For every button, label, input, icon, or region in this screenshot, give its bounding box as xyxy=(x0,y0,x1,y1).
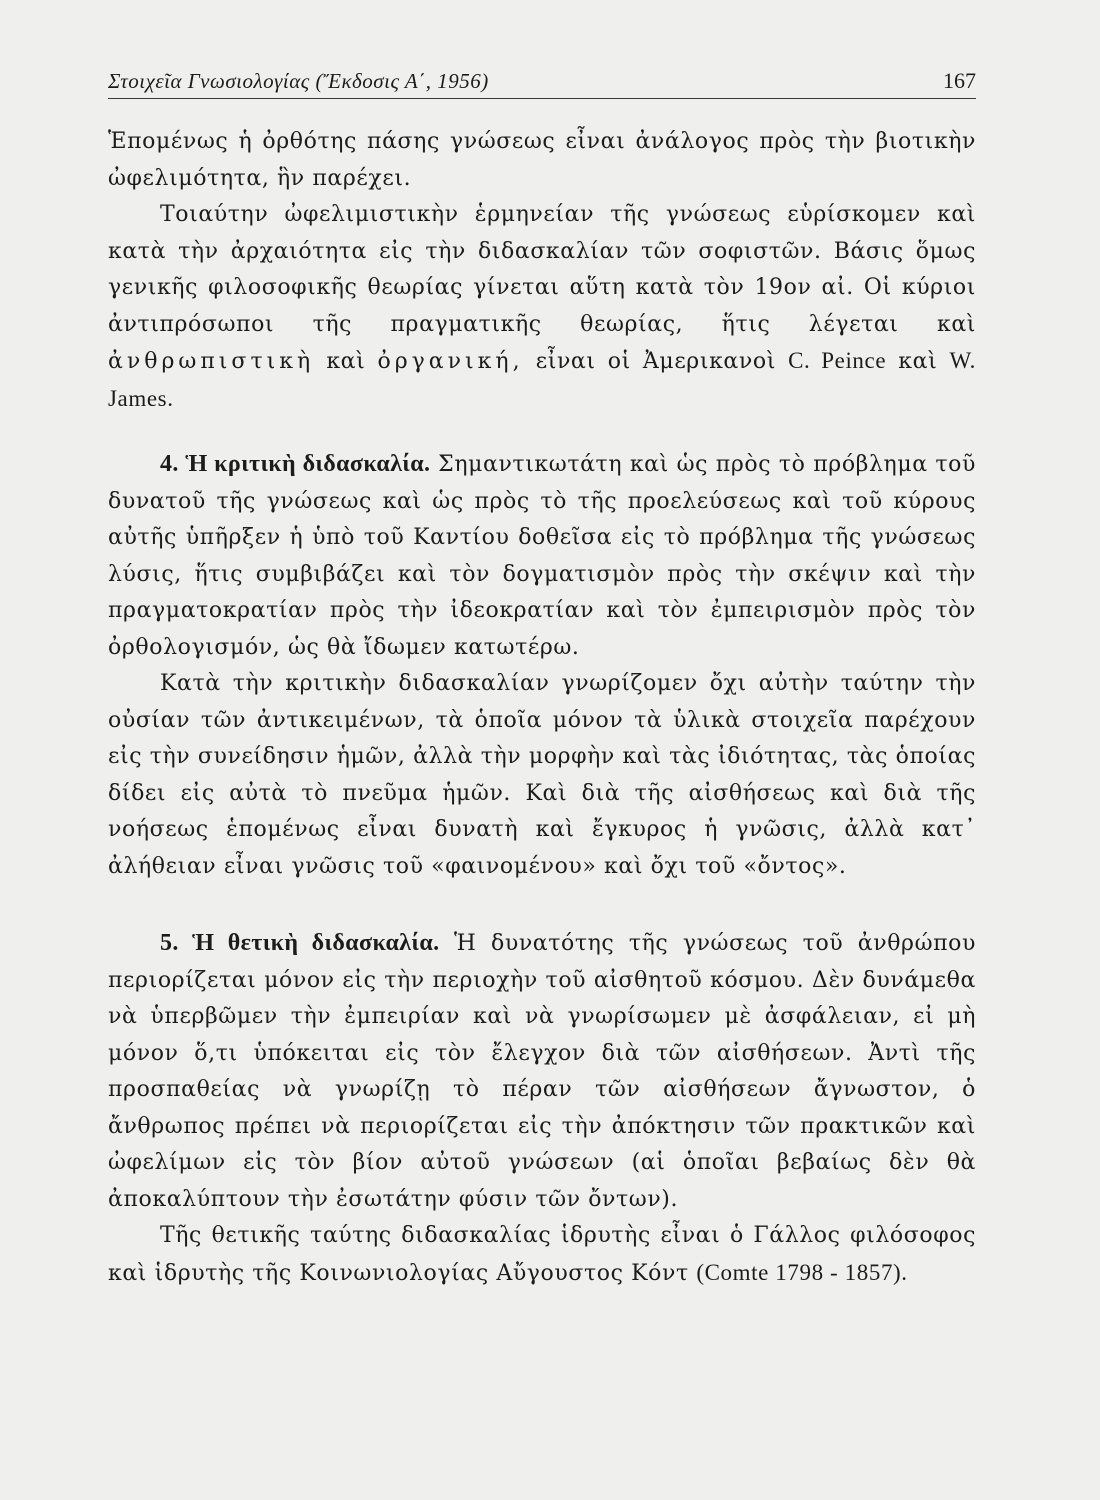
section-4-paragraph xyxy=(108,446,976,666)
term-organiki: ὀργανική, xyxy=(377,349,524,374)
name-james: W. James. xyxy=(108,348,977,411)
name-peince: C. Peince xyxy=(788,348,887,373)
section-5-heading: 5. Ἡ θετικὴ διδασκαλία. xyxy=(160,930,440,956)
section-4-heading: 4. Ἡ κριτικὴ διδασκαλία. xyxy=(160,451,431,477)
page-number: 167 xyxy=(943,68,976,93)
section-5-paragraph xyxy=(108,925,976,1218)
paragraph-2-text-a: Τοιαύτην ὠφελιμιστικὴν ἑρμηνείαν τῆς γνώσεως εὑρίσκομεν καὶ κατὰ τὴν ἀρχαιότητα εἰς τὴν διδασκαλίαν τῶν σοφιστῶν. Βάσις ὅμως γενικῆς φιλοσοφικῆς θεωρίας γίνεται αὕτη κατὰ τὸν 19ον αἰ. Οἱ κύριοι ἀντιπρόσωποι τῆς πραγματικῆς θεωρίας, ἥτις λέγεται καὶ xyxy=(108,202,976,337)
paragraph-2-text-d: καὶ xyxy=(886,349,950,374)
paragraph-2 xyxy=(108,197,976,418)
comte-dates: (Comte 1798 - 1857). xyxy=(696,1259,908,1285)
term-anthropistiki: ἀνθρωπιστικὴ xyxy=(108,349,315,374)
paragraph-6 xyxy=(108,1218,976,1292)
page-body xyxy=(108,124,976,1292)
section-4-text: Σημαντικωτάτη καὶ ὡς πρὸς τὸ πρόβλημα τοῦ δυνατοῦ τῆς γνώσεως καὶ ὡς πρὸς τὸ τῆς προελεύσεως καὶ τοῦ κύρους αὐτῆς ὑπῆρξεν ἡ ὑπὸ τοῦ Καντίου δοθεῖσα εἰς τὸ πρόβλημα τῆς γνώσεως λύσις, ἥτις συμβιβάζει καὶ τὸν δογματισμὸν πρὸς τὴν σκέψιν καὶ τὴν πραγματοκρατίαν πρὸς τὴν ἰδεοκρατίαν καὶ τὸν ἐμπειρισμὸν πρὸς τὸν ὀρθολογισμόν, ὡς θὰ ἴδωμεν κατωτέρω. xyxy=(108,452,976,660)
paragraph-2-text-c: εἶναι οἱ Ἀμερικανοὶ xyxy=(523,349,789,374)
paragraph-6-text: Τῆς θετικῆς ταύτης διδασκαλίας ἱδρυτὴς εἶναι ὁ Γάλλος φιλόσοφος καὶ ἱδρυτὴς τῆς Κοινωνιολογίας Αὔγουστος Κόντ xyxy=(108,1223,976,1286)
paragraph-2-text-b: καὶ xyxy=(314,349,378,374)
paragraph-1: Ἑπομένως ἡ ὀρθότης πάσης γνώσεως εἶναι ἀνάλογος πρὸς τὴν βιοτικὴν ὠφελιμότητα, ἣν παρέχει. xyxy=(108,129,976,191)
section-5-text: Ἡ δυνατότης τῆς γνώσεως τοῦ ἀνθρώπου περιορίζεται μόνον εἰς τὴν περιοχὴν τοῦ αἰσθητοῦ κόσμου. Δὲν δυνάμεθα νὰ ὑπερβῶμεν τὴν ἐμπειρίαν καὶ νὰ γνωρίσωμεν μὲ ἀσφάλειαν, εἰ μὴ μόνον ὅ,τι ὑπόκειται εἰς τὸν ἔλεγχον διὰ τῶν αἰσθήσεων. Ἀντὶ τῆς προσπαθείας νὰ γνωρίζῃ τὸ πέραν τῶν αἰσθήσεων ἄγνωστον, ὁ ἄνθρωπος πρέπει νὰ περιορίζεται εἰς τὴν ἀπόκτησιν τῶν πρακτικῶν καὶ ὠφελίμων εἰς τὸν βίον αὐτοῦ γνώσεων (αἱ ὁποῖαι βεβαίως δὲν θὰ ἀποκαλύπτουν τὴν ἐσωτάτην φύσιν τῶν ὄντων). xyxy=(108,931,976,1212)
paragraph-4: Κατὰ τὴν κριτικὴν διδασκαλίαν γνωρίζομεν ὄχι αὐτὴν ταύτην τὴν οὐσίαν τῶν ἀντικειμένων, τὰ ὁποῖα μόνον τὰ ὑλικὰ στοιχεῖα παρέχουν εἰς τὴν συνείδησιν ἡμῶν, ἀλλὰ τὴν μορφὴν καὶ τὰς ἰδιότητας, τὰς ὁποίας δίδει εἰς αὐτὰ τὸ πνεῦμα ἡμῶν. Καὶ διὰ τῆς αἰσθήσεως καὶ διὰ τῆς νοήσεως ἑπομένως εἶναι δυνατὴ καὶ ἔγκυρος ἡ γνῶσις, ἀλλὰ κατ᾽ ἀλήθειαν εἶναι γνῶσις τοῦ «φαινομένου» καὶ ὄχι τοῦ «ὄντος». xyxy=(108,671,976,879)
running-title: Στοιχεῖα Γνωσιολογίας (Ἔκδοσις Α΄, 1956) xyxy=(108,69,489,93)
running-header xyxy=(108,62,976,99)
